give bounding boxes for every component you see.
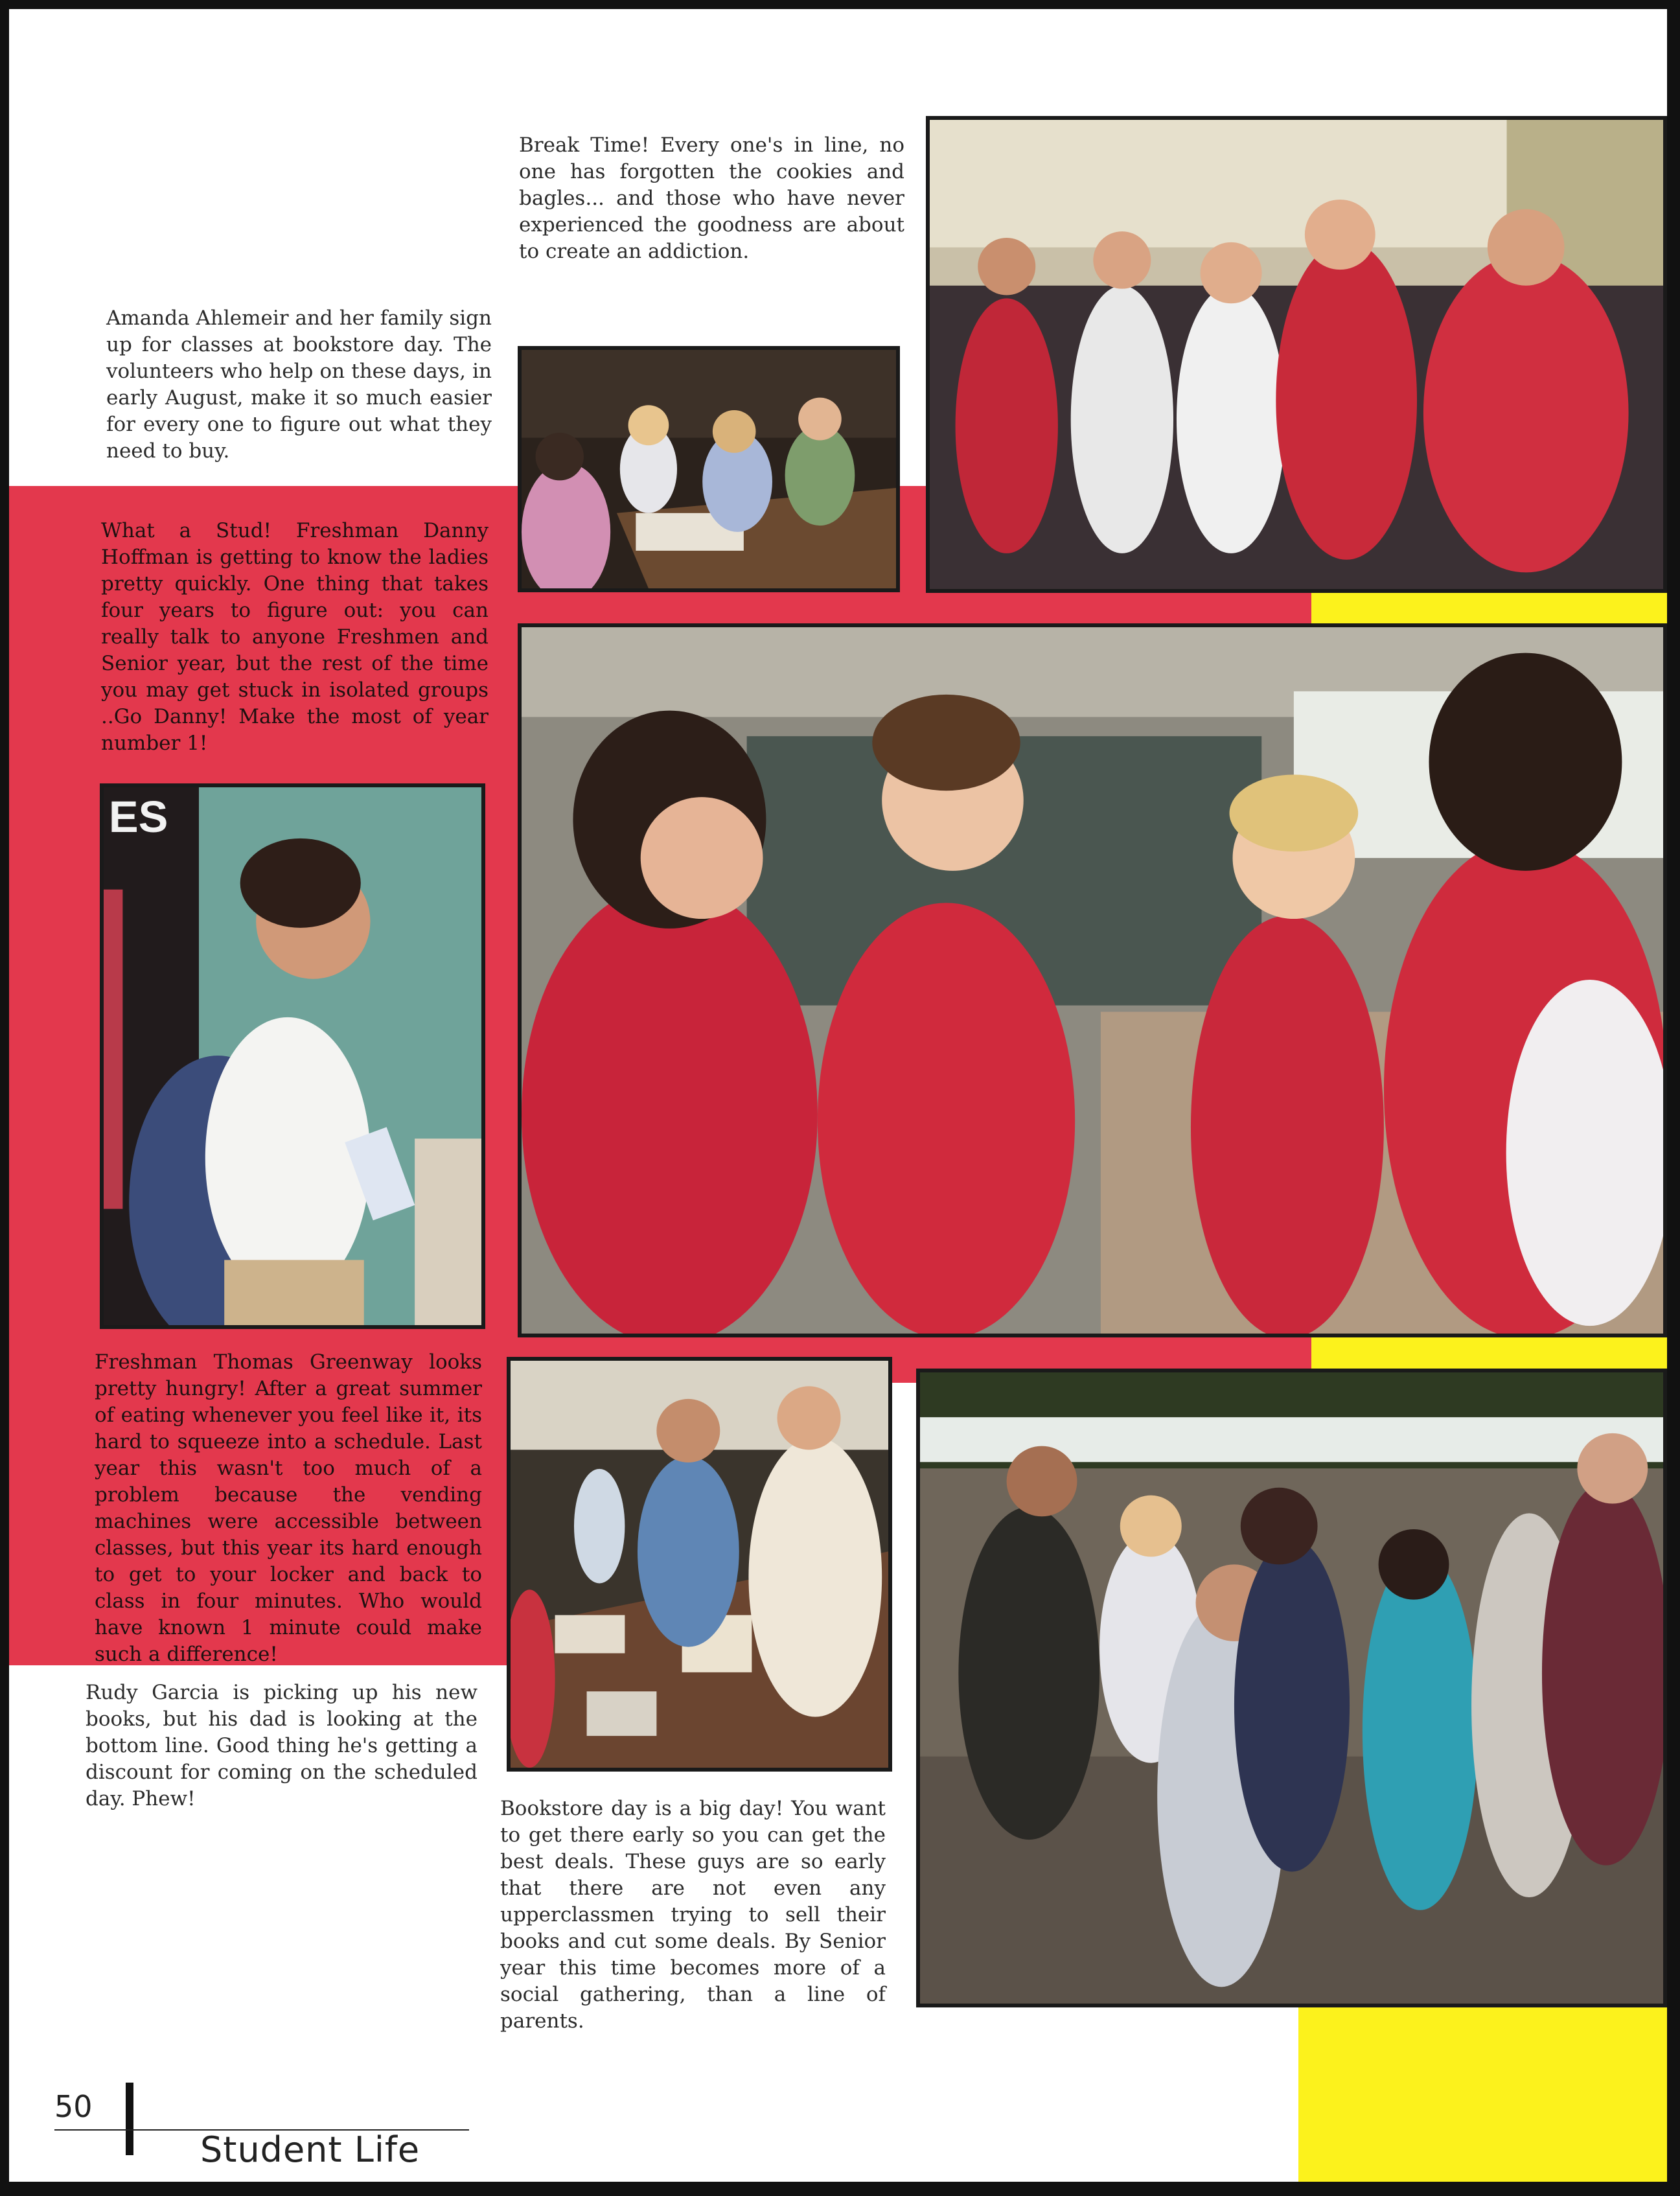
photo-break-time-line (926, 116, 1667, 593)
caption-bookstore: Bookstore day is a big day! You want to get there early so you can get the best deals. These guys are so early that there are not even any upperclassmen trying to sell their books and cut some deals. By Senior year this time becomes more of a social gathering, than a line of parents. (500, 1797, 886, 2033)
caption-thomas: Freshman Thomas Greenway looks pretty hungry! After a great summer of eating whenever you feel like it, its hard to squeeze into a schedule. Last year this wasn't too much of a problem because the vending machines were accessible between classes, but this year its hard enough to get to your locker and back to class in four minutes. Who would have known 1 minute could make such a difference! (95, 1350, 482, 1666)
caption-amanda: Amanda Ahlemeir and her family sign up for classes at bookstore day. The volunteers who help on these days, in early August, make it so much easier for every one to figure out what they need to buy. (106, 306, 492, 463)
caption-rudy: Rudy Garcia is picking up his new books, but his dad is looking at the bottom line. Good thing he's getting a discount for coming on the scheduled day. Phew! (86, 1681, 478, 1810)
photo-thomas-image (104, 787, 481, 1325)
section-title: Student Life (200, 2129, 420, 2170)
photo-bookstore-image (920, 1372, 1663, 2004)
photo-break-time-image (930, 120, 1663, 589)
photo-thomas-greenway (100, 783, 485, 1329)
photo-rudy-image (511, 1361, 888, 1768)
caption-stud: What a Stud! Freshman Danny Hoffman is getting to know the ladies pretty quickly. One thing that takes four years to figure out: you can really talk to anyone Freshmen and Senior year, but the rest of the time you may get stuck in isolated groups ..Go Danny! Make the most of year number 1! (101, 519, 489, 755)
photo-sign-text: ES (108, 791, 168, 842)
caption-break-time: Break Time! Every one's in line, no one has forgotten the cookies and bagles... and those who have never experienced the goodness are about to create an addiction. (519, 133, 904, 263)
photo-danny-hoffman (518, 623, 1667, 1337)
photo-amanda-family (518, 346, 900, 592)
photo-rudy-garcia (507, 1357, 892, 1772)
page-number: 50 (54, 2089, 93, 2124)
photo-bookstore-day (916, 1369, 1667, 2007)
photo-danny-image (522, 627, 1663, 1334)
yellow-band-bottom (1298, 1998, 1667, 2182)
page-frame (9, 9, 1667, 2182)
photo-amanda-image (522, 350, 896, 588)
folio-divider (126, 2083, 133, 2155)
